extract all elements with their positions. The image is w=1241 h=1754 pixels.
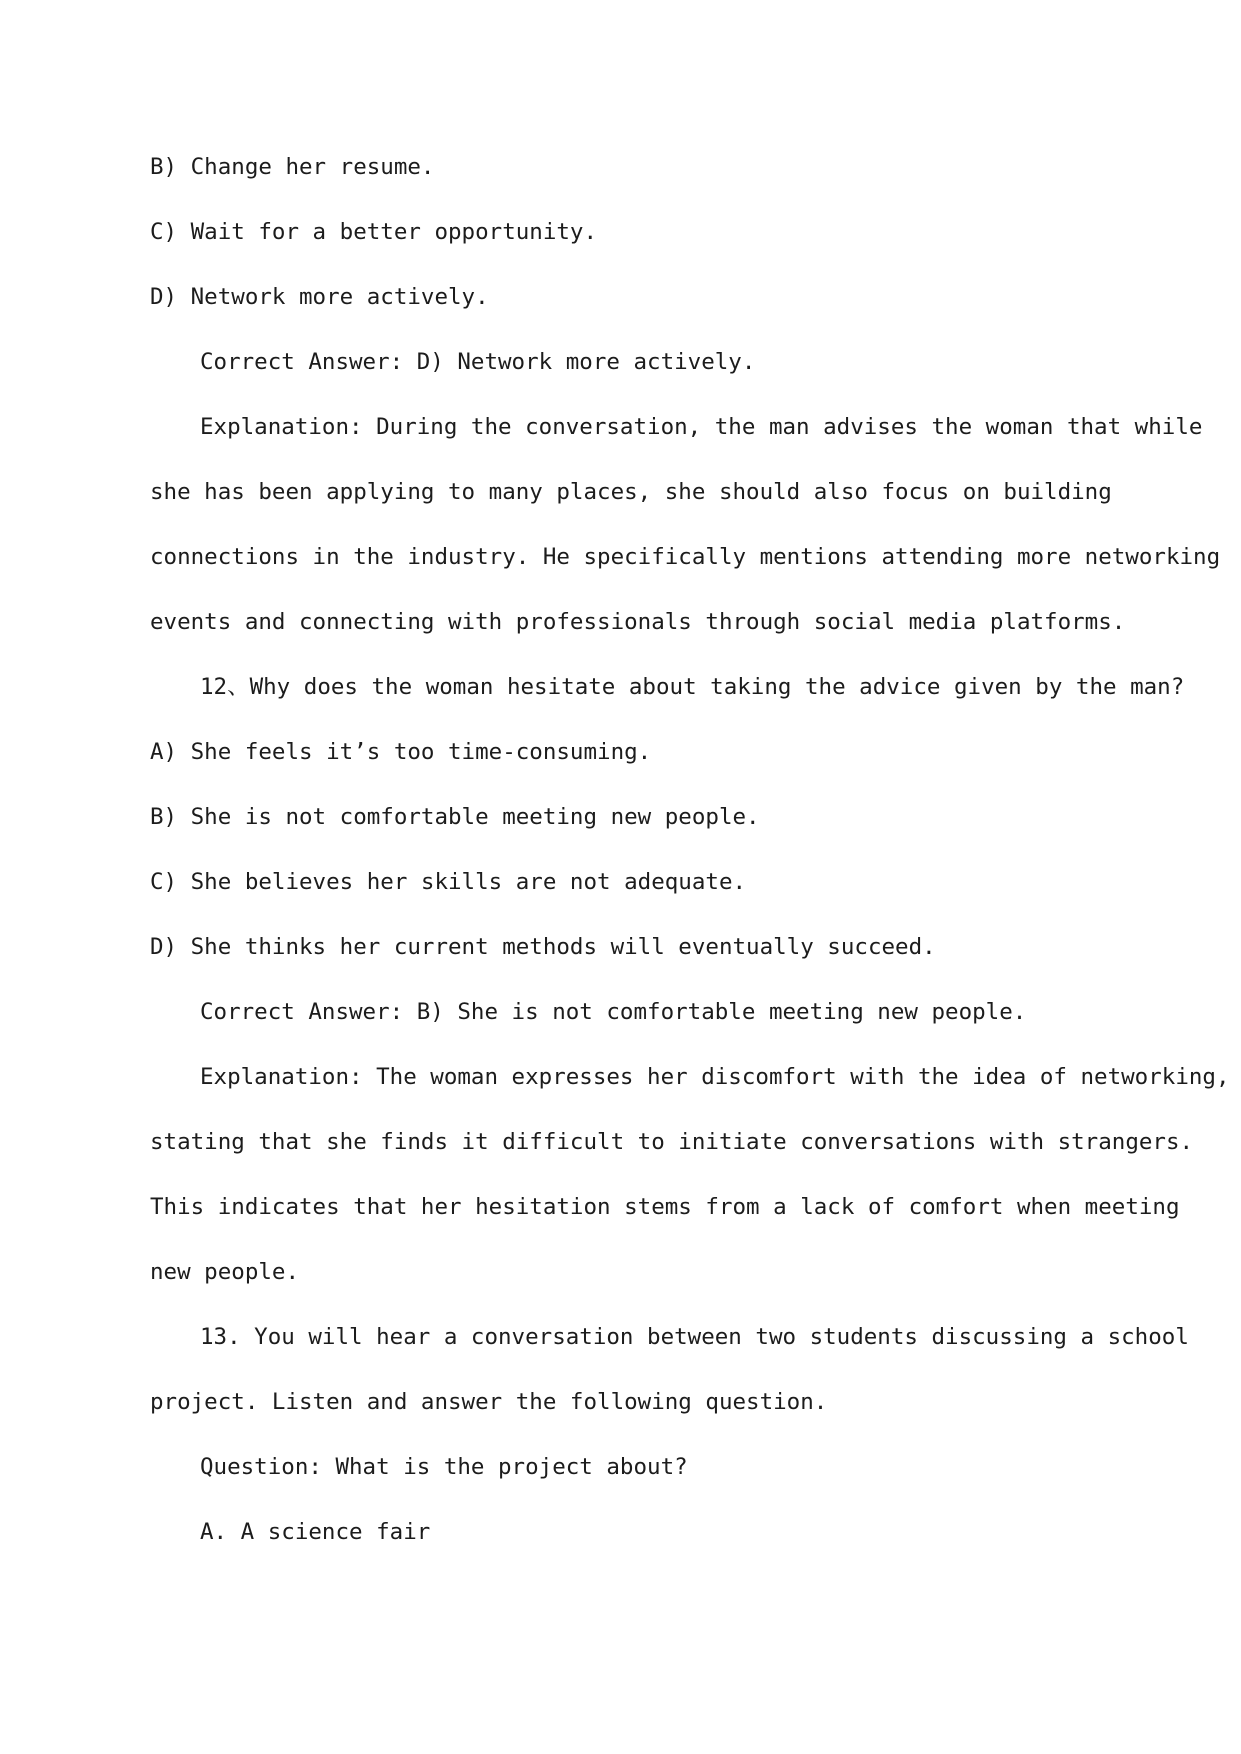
explanation-line: Explanation: During the conversation, the man advises the woman that while <box>200 414 1203 440</box>
correct-answer: Correct Answer: B) She is not comfortable meeting new people. <box>200 999 1027 1025</box>
question-intro-line: 13. You will hear a conversation between two students discussing a school <box>200 1324 1189 1350</box>
document-body <box>150 135 1230 1565</box>
option-line: B) She is not comfortable meeting new people. <box>150 804 760 830</box>
explanation-line: she has been applying to many places, she should also focus on building <box>150 479 1112 505</box>
explanation-line: connections in the industry. He specifically mentions attending more networking <box>150 544 1221 570</box>
option-line: A. A science fair <box>200 1519 431 1545</box>
option-line: C) She believes her skills are not adequate. <box>150 869 747 895</box>
question-intro-line: project. Listen and answer the following question. <box>150 1389 828 1415</box>
explanation-line: stating that she finds it difficult to initiate conversations with strangers. <box>150 1129 1194 1155</box>
explanation-line: new people. <box>150 1259 300 1285</box>
explanation-line: events and connecting with professionals through social media platforms. <box>150 609 1126 635</box>
option-line: D) She thinks her current methods will eventually succeed. <box>150 934 936 960</box>
option-line: A) She feels it’s too time-consuming. <box>150 739 652 765</box>
option-line: D) Network more actively. <box>150 284 489 310</box>
question-text: 12、Why does the woman hesitate about taking the advice given by the man? <box>200 674 1185 700</box>
explanation-line: This indicates that her hesitation stems from a lack of comfort when meeting <box>150 1194 1180 1220</box>
explanation-line: Explanation: The woman expresses her discomfort with the idea of networking, <box>200 1064 1230 1090</box>
option-line: B) Change her resume. <box>150 154 435 180</box>
correct-answer: Correct Answer: D) Network more actively. <box>200 349 756 375</box>
option-line: C) Wait for a better opportunity. <box>150 219 598 245</box>
question-text: Question: What is the project about? <box>200 1454 688 1480</box>
